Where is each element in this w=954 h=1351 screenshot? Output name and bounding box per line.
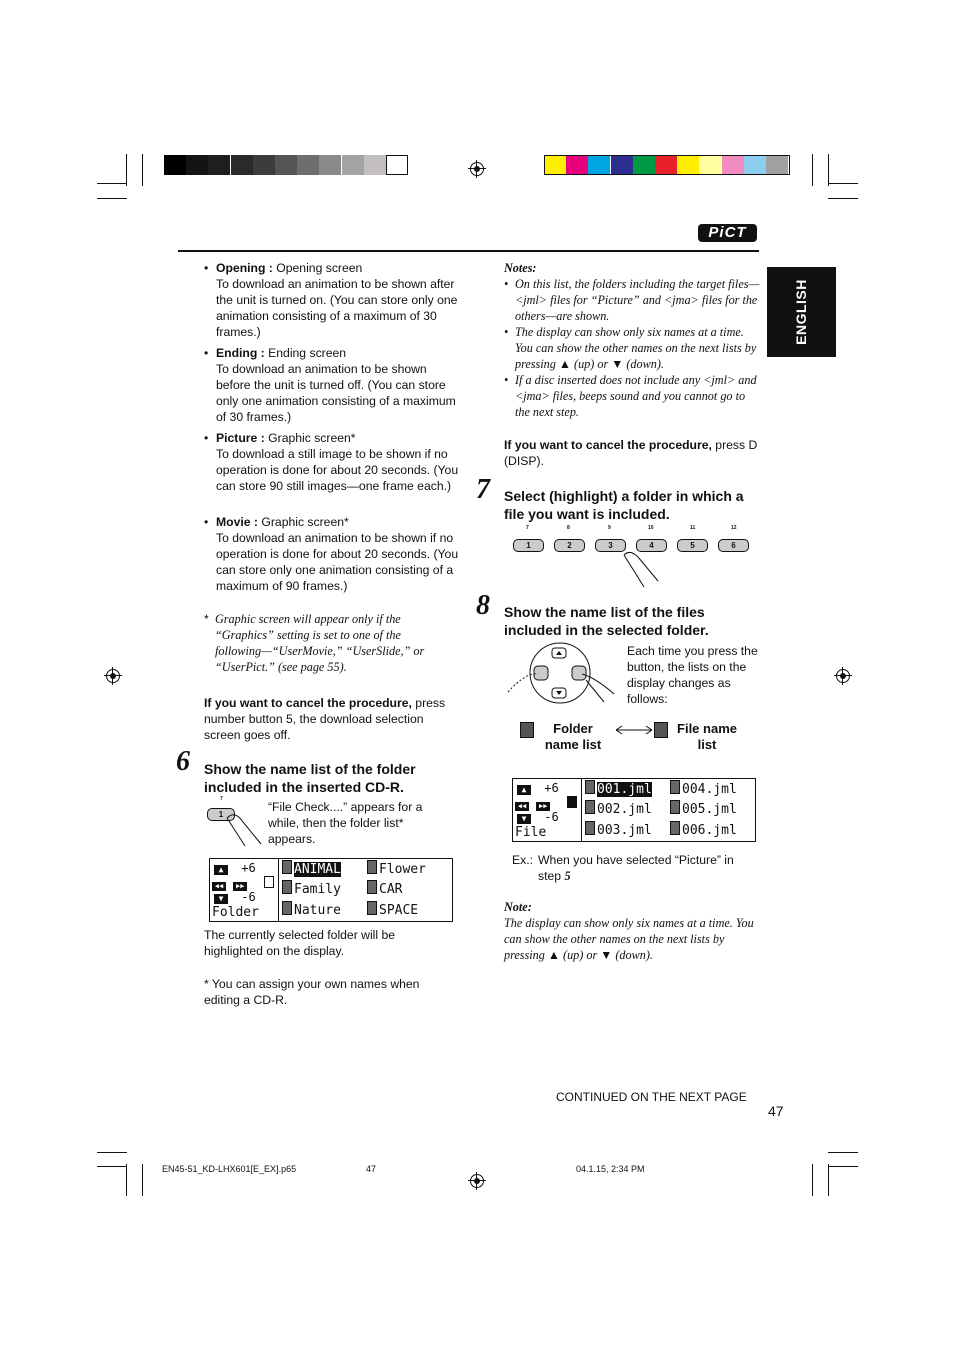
display-controls-down (517, 810, 559, 824)
opening-label: Opening : (216, 261, 273, 275)
down-count: -6 (544, 810, 559, 824)
step-6-title: Show the name list of the folder included in the inserted CD-R. (204, 761, 416, 795)
number-button-1[interactable]: 1 (207, 808, 235, 821)
folder-list-label: Folder name list (544, 721, 602, 752)
down-arrow-icon: ▼ (517, 814, 531, 824)
file-icon (670, 800, 680, 814)
file-icon (670, 821, 680, 835)
step-8-number: 8 (476, 590, 490, 621)
folder-icon (367, 860, 377, 874)
highlight-note: The currently selected folder will be highlighted on the display. (204, 928, 396, 958)
file-list-icon (654, 722, 668, 738)
folder-item[interactable]: Nature (294, 903, 341, 918)
file-item-selected[interactable]: 001.jml (597, 782, 652, 797)
file-item[interactable]: 002.jml (597, 802, 652, 817)
folder-item[interactable]: CAR (379, 882, 403, 897)
down-arrow-icon: ▼ (214, 894, 228, 904)
gray-swatch (186, 155, 208, 175)
footnote-mark: * (204, 612, 209, 626)
crop-mark (142, 154, 143, 186)
opening-body: To download an animation to be shown after the unit is turned on. (You can store only one animation consisting of a maximum of 30 frames.) (216, 277, 458, 339)
button-number: 7 (526, 525, 529, 531)
folder-icon (282, 860, 292, 874)
crop-mark (812, 154, 813, 186)
folder-icon (282, 901, 292, 915)
file-icon (585, 780, 595, 794)
file-mode-icon (567, 796, 577, 808)
gray-swatch (364, 155, 386, 175)
file-icon (670, 780, 680, 794)
button-number: 9 (608, 525, 611, 531)
crop-mark (142, 1164, 143, 1196)
number-button-4[interactable]: 4 (636, 539, 667, 552)
color-bar-outline (544, 155, 790, 175)
prev-track-icon: ◀◀ (212, 882, 226, 891)
language-tab (767, 267, 836, 357)
cancel-bold: If you want to cancel the procedure, (204, 696, 412, 710)
list-item-opening: • Opening : Opening screen To download an animation to be shown after the unit is turned on. (You can store only one animation consisting of a maximum of 30 frames.) (204, 261, 458, 339)
movie-body: To download an animation to be shown if no operation is done for about 20 seconds. (You can store only one animation consisting of a maximum of 90 frames.) (216, 531, 459, 593)
control-pad-illustration (506, 642, 618, 704)
gray-swatch (386, 155, 408, 175)
picture-desc: Graphic screen* (268, 431, 356, 445)
cancel-procedure-right (504, 437, 760, 469)
crop-mark (97, 198, 127, 199)
skip-icons (212, 876, 274, 891)
skip-icons (515, 796, 577, 811)
ending-desc: Ending screen (268, 346, 347, 360)
note-title: Note: (504, 900, 532, 914)
cancel-rest: press number button 5, the download selection screen goes off. (204, 696, 446, 742)
footer-page: 47 (366, 1164, 377, 1174)
up-count: +6 (544, 781, 559, 795)
file-list-label: File name list (677, 721, 737, 752)
crop-mark (97, 1152, 127, 1153)
ending-label: Ending : (216, 346, 265, 360)
file-item[interactable]: 006.jml (682, 823, 737, 838)
note-item: • If a disc inserted does not include any <jml> and <jma> files, beeps sound and you cannot go to the next step. (504, 373, 757, 419)
file-icon (585, 821, 595, 835)
crop-mark (126, 1164, 127, 1196)
button-number: 8 (567, 525, 570, 531)
gray-swatch (275, 155, 297, 175)
folder-list-icon (520, 722, 534, 738)
button-number: 11 (690, 525, 696, 531)
cancel-bold: If you want to cancel the procedure, (504, 438, 712, 452)
step-7-number: 7 (476, 474, 490, 505)
folder-icon (282, 880, 292, 894)
gray-swatch (342, 155, 364, 175)
crop-mark (828, 183, 858, 184)
up-arrow-icon: ▲ (214, 865, 228, 875)
cancel-rest: press D (DISP). (504, 438, 758, 468)
footnote: Graphic screen will appear only if the “Graphics” setting is set to one of the following—“UserMovie,” “UserSlide,” or “UserPict.” (see page 55). (215, 612, 425, 674)
ending-body: To download an animation to be shown before the unit is turned off. (You can store only one animation consisting of a maximum of 30 frames.) (216, 362, 456, 424)
footer-date: 04.1.15, 2:34 PM (576, 1164, 645, 1174)
footer-file: EN45-51_KD-LHX601[E_EX].p65 (162, 1164, 297, 1174)
file-item[interactable]: 003.jml (597, 823, 652, 838)
crop-mark (828, 1164, 829, 1196)
opening-desc: Opening screen (276, 261, 363, 275)
note-item: • On this list, the folders including the target files—<jml> files for “Picture” and <jma> files for the others—are shown. (504, 277, 760, 323)
display-controls (214, 861, 256, 875)
crop-mark (812, 1164, 813, 1196)
display-mode-label: Folder (212, 905, 259, 920)
folder-item[interactable]: SPACE (379, 903, 419, 918)
gray-swatch (297, 155, 319, 175)
number-button-6[interactable]: 6 (718, 539, 749, 552)
crop-mark (828, 1166, 858, 1167)
display-controls-down (214, 890, 256, 904)
header-rule (178, 250, 759, 252)
display-mode-label: File (515, 825, 547, 840)
file-item[interactable]: 004.jml (682, 782, 737, 797)
number-button-5[interactable]: 5 (677, 539, 708, 552)
display-controls (517, 781, 559, 795)
step-8-desc: Each time you press the button, the lists on the display changes as follows: (627, 644, 758, 706)
notes-title: Notes: (504, 261, 537, 275)
folder-mode-icon (264, 876, 274, 888)
number-button-1[interactable]: 1 (513, 539, 544, 552)
list-toggle-diagram (520, 721, 760, 757)
step-6-number: 6 (176, 746, 190, 777)
button-press-illustration (205, 796, 265, 848)
registration-mark-icon (468, 160, 486, 178)
number-button-3[interactable]: 3 (595, 539, 626, 552)
folder-icon (367, 880, 377, 894)
double-arrow-icon (616, 725, 652, 735)
button-number: 7 (220, 796, 223, 802)
registration-mark-icon (834, 667, 852, 685)
folder-item-selected[interactable]: ANIMAL (294, 862, 341, 877)
crop-mark (97, 1166, 127, 1167)
example-text (538, 852, 753, 884)
example-desc: When you have selected “Picture” in step (538, 853, 734, 883)
folder-item[interactable]: Family (294, 882, 341, 897)
folder-icon (367, 901, 377, 915)
file-list-display (512, 778, 756, 842)
list-item-movie: • Movie : Graphic screen* To download an animation to be shown if no operation is done for about 20 seconds. (You can store only one animation consisting of a maximum of 90 frames.) (204, 515, 459, 593)
up-count: +6 (241, 861, 256, 875)
prev-track-icon: ◀◀ (515, 802, 529, 811)
number-button-2[interactable]: 2 (554, 539, 585, 552)
notes-list (504, 276, 760, 420)
finger-icon (205, 796, 265, 848)
pict-logo: PiCT (698, 224, 757, 242)
crop-mark (828, 198, 858, 199)
gray-swatch (319, 155, 341, 175)
registration-mark-icon (104, 667, 122, 685)
finger-icon (510, 525, 760, 587)
button-number: 12 (731, 525, 737, 531)
step-7-title: Select (highlight) a folder in which a file you want is included. (504, 488, 744, 522)
language-tab-label: ENGLISH (793, 279, 809, 345)
cancel-procedure-left (204, 695, 461, 743)
list-item-ending: • Ending : Ending screen To download an animation to be shown before the unit is turned off. (You can store only one animation consisting of a maximum of 30 frames.) (204, 346, 456, 424)
gray-swatch (253, 155, 275, 175)
crop-mark (126, 154, 127, 186)
example-step: 5 (564, 869, 571, 883)
movie-desc: Graphic screen* (261, 515, 349, 529)
continued-label: CONTINUED ON THE NEXT PAGE (556, 1090, 747, 1104)
assign-note: * You can assign your own names when editing a CD-R. (204, 977, 420, 1007)
picture-label: Picture : (216, 431, 265, 445)
number-buttons (510, 525, 760, 587)
note-text: The display can show only six names at a time. You can show the other names on the next lists by pressing ▲ (up) or ▼ (down). (504, 916, 754, 962)
folder-list-display (209, 858, 453, 922)
crop-mark (828, 154, 829, 186)
example-label: Ex.: (512, 853, 533, 867)
gray-swatch (164, 155, 186, 175)
picture-body: To download a still image to be shown if no operation is done for about 20 seconds. (You can store 90 still images—one frame each.) (216, 447, 459, 493)
note-item: • The display can show only six names at a time. You can show the other names on the next lists by pressing ▲ (up) or ▼ (down). (504, 325, 757, 371)
file-item[interactable]: 005.jml (682, 802, 737, 817)
registration-mark-icon (468, 1172, 486, 1190)
up-arrow-icon: ▲ (517, 785, 531, 795)
gray-swatch (231, 155, 253, 175)
crop-mark (97, 183, 127, 184)
folder-item[interactable]: Flower (379, 862, 426, 877)
step-6-desc: “File Check....” appears for a while, then the folder list* appears. (268, 800, 423, 846)
list-item-picture: • Picture : Graphic screen* To download a still image to be shown if no operation is done for about 20 seconds. (You can store 90 still images—one frame each.) (204, 431, 459, 493)
down-count: -6 (241, 890, 256, 904)
gray-swatch (208, 155, 230, 175)
next-track-icon: ▶▶ (233, 882, 247, 891)
button-number: 10 (648, 525, 654, 531)
movie-label: Movie : (216, 515, 258, 529)
next-track-icon: ▶▶ (536, 802, 550, 811)
crop-mark (828, 1152, 858, 1153)
file-icon (585, 800, 595, 814)
step-8-title: Show the name list of the files included in the selected folder. (504, 604, 709, 638)
page-number: 47 (768, 1103, 784, 1119)
